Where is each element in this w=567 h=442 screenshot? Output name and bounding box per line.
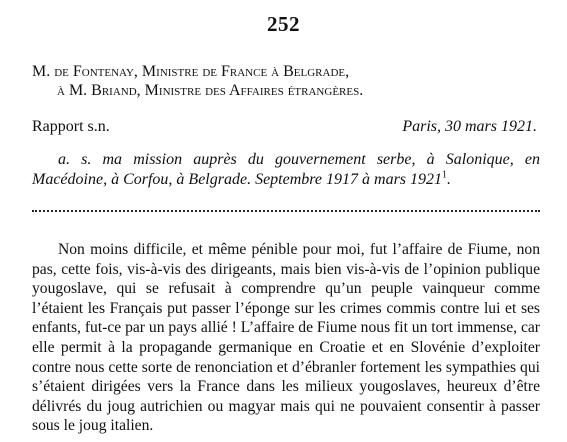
description-text: a. s. ma mission auprès du gouvernement serbe, à Salonique, en Macédoine, à Corfou, à Belgrade. Septembre 1917 à mars 1921	[32, 151, 540, 188]
document-description: a. s. ma mission auprès du gouvernement serbe, à Salonique, en Macédoine, à Corfou, à Belgrade. Septembre 1917 à mars 1921$^1$.	[32, 151, 540, 188]
document-number: 252	[267, 12, 300, 36]
recipient-line: à M. Briand, Ministre des Affaires étrangères.	[57, 82, 364, 99]
dateline: Paris, 30 mars 1921.	[402, 118, 537, 135]
sender-line: M. de Fontenay, Ministre de France à Belgrade,	[32, 63, 350, 80]
report-type: Rapport s.n.	[32, 118, 110, 135]
dotted-divider	[32, 210, 540, 212]
footnote-marker: 1	[442, 169, 448, 181]
body-paragraph: Non moins difficile, et même pénible pour moi, fut l’affaire de Fiume, non pas, cette fois, vis-à-vis des dirigeants, mais bien vis-à-vis de l’opinion publique yougoslave, qui se refusait à comprendre qu’un peuple vainqueur comme l’étaient les Français put passer l’éponge sur les crimes commis contre lui et ses enfants, fut-ce par un pays allié ! L’affaire de Fiume nous fit un tort immense, car elle permit à la propagande germanique en Croatie et en Slovénie d’exploiter contre nous cette sorte de renonciation et d’ébranler fortement les sympathies qui s’étaient dirigées vers la France dans les milieux yougoslaves, heureux d’être délivrés du joug autrichien ou magyar mais qui ne pouvaient consentir à passer sous le joug italien.	[32, 241, 540, 435]
